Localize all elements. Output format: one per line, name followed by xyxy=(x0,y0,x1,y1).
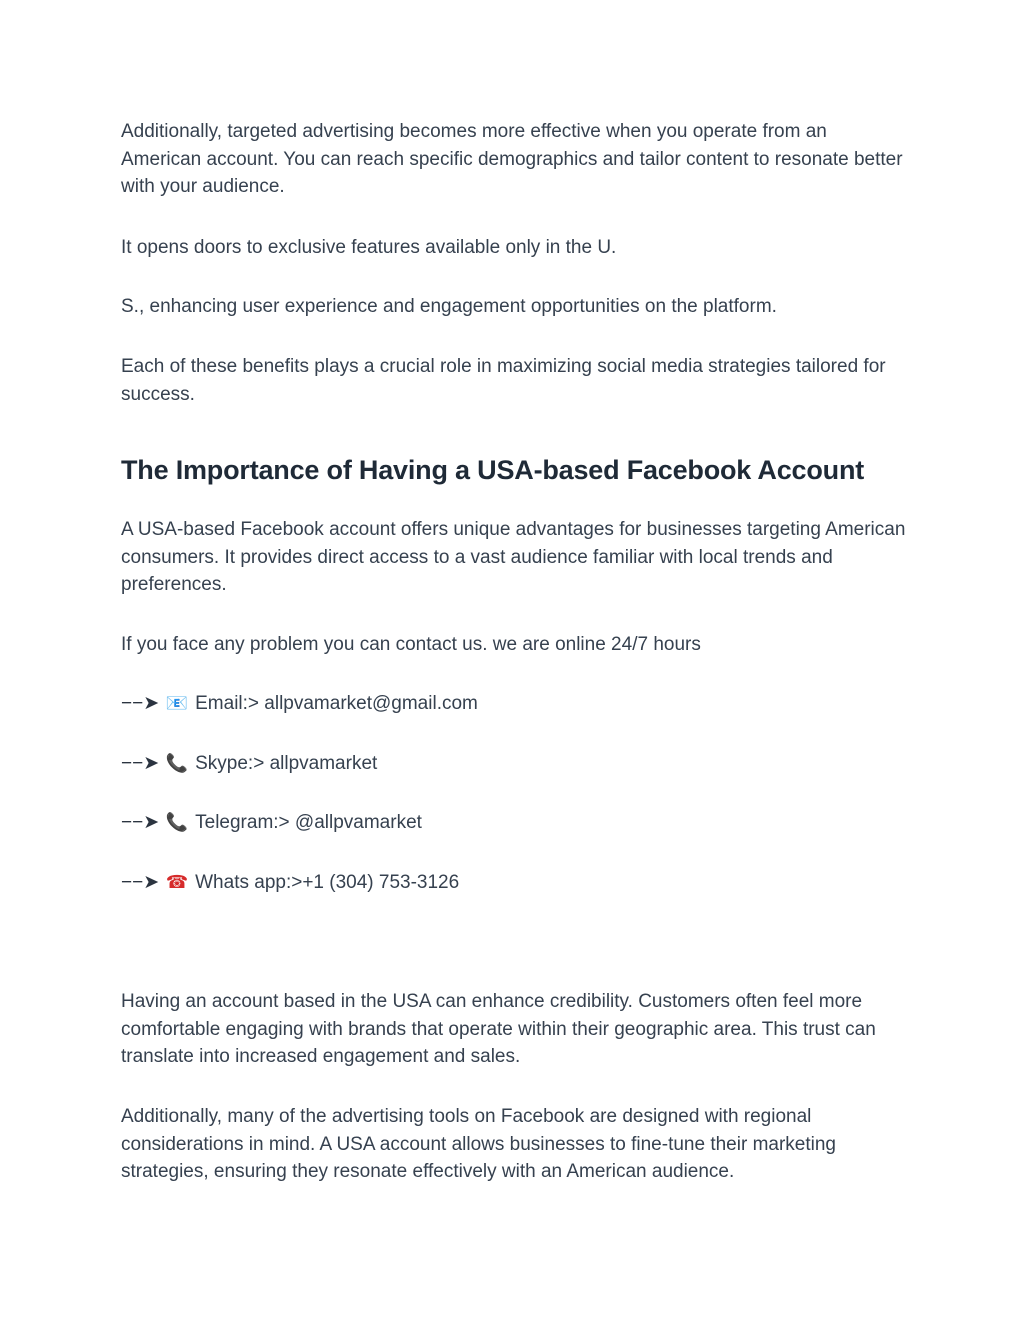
paragraph-advertising-tools: Additionally, many of the advertising tools on Facebook are designed with regional considerations in mind. A USA account allows businesses to fine-tune their marketing strategies, ensuring they resonate effectively with an American audience. xyxy=(121,1106,836,1183)
contact-whatsapp-line xyxy=(121,869,459,897)
paragraph-targeted-advertising: Additionally, targeted advertising becomes more effective when you operate from an American account. You can reach specific demographics and tailor content to resonate better with your audience. xyxy=(121,121,903,198)
paragraph-exclusive-features: It opens doors to exclusive features available only in the U. xyxy=(121,237,617,258)
contact-telegram-text: Telegram:> @allpvamarket xyxy=(195,812,422,833)
phone-icon: 📞 xyxy=(165,812,189,833)
arrow-icon: −−➤ xyxy=(121,693,160,714)
contact-whatsapp-text: Whats app:>+1 (304) 753-3126 xyxy=(195,872,460,893)
arrow-icon: −−➤ xyxy=(121,753,160,774)
arrow-icon: −−➤ xyxy=(121,812,160,833)
email-icon: 📧 xyxy=(165,693,189,714)
contact-skype-line xyxy=(121,750,377,778)
paragraph-usa-advantages: A USA-based Facebook account offers unique advantages for businesses targeting American consumers. It provides direct access to a vast audience familiar with local trends and preferences. xyxy=(121,519,906,596)
contact-skype-text: Skype:> allpvamarket xyxy=(195,753,378,774)
section-heading: The Importance of Having a USA-based Facebook Account xyxy=(121,455,865,485)
contact-email-text[interactable]: Email:> allpvamarket@gmail.com xyxy=(195,693,478,714)
contact-telegram-line xyxy=(121,809,422,837)
paragraph-user-experience: S., enhancing user experience and engagement opportunities on the platform. xyxy=(121,296,777,317)
paragraph-benefits: Each of these benefits plays a crucial role in maximizing social media strategies tailored for success. xyxy=(121,356,886,405)
contact-email-line xyxy=(121,690,478,718)
phone-icon: 📞 xyxy=(165,753,189,774)
arrow-icon: −−➤ xyxy=(121,872,160,893)
paragraph-credibility: Having an account based in the USA can enhance credibility. Customers often feel more comfortable engaging with brands that operate within their geographic area. This trust can translate into increased engagement and sales. xyxy=(121,991,876,1068)
paragraph-contact-intro: If you face any problem you can contact us. we are online 24/7 hours xyxy=(121,634,701,655)
telephone-icon: ☎ xyxy=(165,872,189,893)
